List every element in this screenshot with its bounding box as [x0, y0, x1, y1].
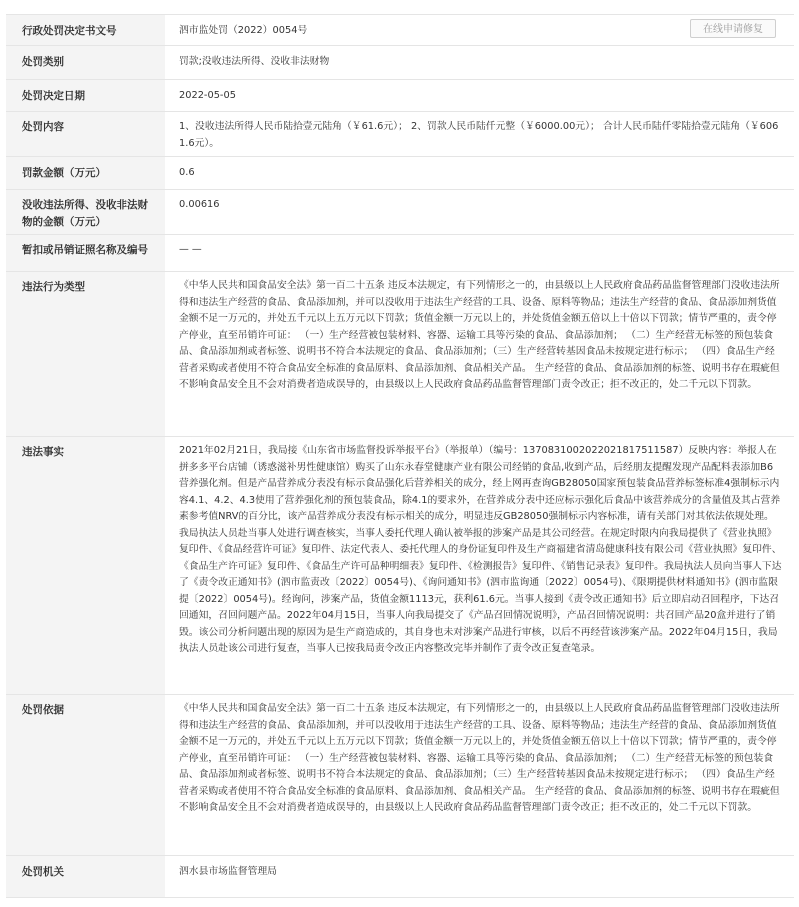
row-value: 2022-05-05 [179, 90, 236, 101]
row-label: 处罚决定日期 [6, 80, 165, 111]
row-violation-facts [6, 437, 794, 695]
row-value: — — [179, 244, 202, 255]
row-value: 罚款;没收违法所得、没收非法财物 [179, 56, 330, 67]
row-value: 《中华人民共和国食品安全法》第一百二十五条 违反本法规定，有下列情形之一的，由县级以上人民政府食品药品监督管理部门没收违法所得和违法生产经营的食品、食品添加剂，并可以没收用于违法生产经营的工具、设备、原料等物品；违法生产经营的食品、食品添加剂货值金额不足一万元的，并处五千元以上五万元以下罚款；货值金额一万元以上的，并处货值金额五倍以上十倍以下罚款；情节严重的，责令停产停业，直至吊销许可证： （一）生产经营被包装材料、容器、运输工具等污染的食品、食品添加剂； （二）生产经营无标签的预包装食品、食品添加剂或者标签、说明书不符合本法规定的食品、食品添加剂；（三）生产经营转基因食品未按规定进行标示； （四）食品生产经营者采购或者使用不符合食品安全标准的食品原料、食品添加剂、食品相关产品。 生产经营的食品、食品添加剂的标签、说明书存在瑕疵但不影响食品安全且不会对消费者造成误导的，由县级以上人民政府食品药品监督管理部门责令改正；拒不改正的，处二千元以下罚款。 [179, 703, 780, 813]
row-penalty-category [6, 46, 794, 80]
row-label: 违法行为类型 [6, 272, 165, 436]
row-label: 处罚内容 [6, 112, 165, 156]
row-penalty-basis [6, 695, 794, 856]
row-label: 暂扣或吊销证照名称及编号 [6, 235, 165, 271]
row-license-revocation [6, 235, 794, 272]
row-penalty-content [6, 112, 794, 157]
row-value: 泗市监处罚（2022）0054号 [179, 25, 308, 36]
row-label: 处罚依据 [6, 695, 165, 855]
row-decision-number [6, 15, 794, 46]
repair-request-button[interactable]: 在线申请修复 [690, 19, 776, 38]
row-value: 泗水县市场监督管理局 [179, 866, 277, 877]
row-violation-type [6, 272, 794, 437]
row-value: 1、没收违法所得人民币陆拾壹元陆角（￥61.6元）； 2、罚款人民币陆仟元整（￥6000.00元）； 合计人民币陆仟零陆拾壹元陆角（￥6061.6元）。 [179, 121, 779, 149]
row-label: 处罚类别 [6, 46, 165, 79]
row-fine-amount [6, 157, 794, 190]
row-value: 2021年02月21日，我局接《山东省市场监督投诉举报平台》（举报单）（编号：1370831002022021817511587）反映内容：举报人在拼多多平台店铺（诱惑滋补男性健康馆）购买了山东永春堂健康产业有限公司经销的食品,收到产品，后经朋友提醒发现产品配料表添加B6营养强化剂。但是产品营养成分表没有标示食品强化后营养相关的成分，经上网再查询GB28050国家预包装食品营养标签标准4强制标示内容4.1、4.2、4.3使用了营养强化剂的预包装食品，除4.1的要求外，在营养成分表中还应标示强化后食品中该营养成分的含量值及其占营养素参考值NRV的百分比，该产品营养成分表没有标示相关的成分，明显违反GB28050强制标示内容标准，请有关部门对其依法依规处理。我局执法人员赴当事人处进行调查核实，当事人委托代理人确认被举报的涉案产品是其公司经营。在规定时限内向我局提供了《营业执照》复印件、《食品经营许可证》复印件、法定代表人、委托代理人的身份证复印件及生产商福建省清岛健康科技有限公司《营业执照》复印件、《食品生产许可证》复印件、《食品生产许可品种明细表》复印件、《检测报告》复印件、《销售记录表》复印件。我局执法人员向当事人下达了《责令改正通知书》(泗市监责改〔2022〕0054号)、《询问通知书》(泗市监询通〔2022〕0054号)、《限期提供材料通知书》(泗市监限提〔2022〕0054号)。经询问，涉案产品，货值金额1113元，获利61.6元。当事人接到《责令改正通知书》后立即启动召回程序，下达召回通知，召回问题产品。2022年04月15日，当事人向我局提交了《产品召回情况说明》，产品召回情况说明：共召回产品20盒并进行了销毁。该公司分析问题出现的原因为是生产商造成的，其自身也未对涉案产品进行审核，以后不再经营该涉案产品。2022年04月15日，我局执法人员赴该公司进行复查，当事人已按我局责令改正内容整改完毕并制作了责令改正复查笔录。 [179, 445, 782, 654]
row-label: 罚款金额（万元） [6, 157, 165, 189]
row-label: 行政处罚决定书文号 [6, 15, 165, 45]
row-value: 0.6 [179, 167, 195, 178]
row-penalty-authority [6, 856, 794, 898]
row-value: 《中华人民共和国食品安全法》第一百二十五条 违反本法规定，有下列情形之一的，由县级以上人民政府食品药品监督管理部门没收违法所得和违法生产经营的食品、食品添加剂，并可以没收用于违法生产经营的工具、设备、原料等物品；违法生产经营的食品、食品添加剂货值金额不足一万元的，并处五千元以上五万元以下罚款；货值金额一万元以上的，并处货值金额五倍以上十倍以下罚款；情节严重的，责令停产停业，直至吊销许可证： （一）生产经营被包装材料、容器、运输工具等污染的食品、食品添加剂； （二）生产经营无标签的预包装食品、食品添加剂或者标签、说明书不符合本法规定的食品、食品添加剂；（三）生产经营转基因食品未按规定进行标示； （四）食品生产经营者采购或者使用不符合食品安全标准的食品原料、食品添加剂、食品相关产品。 生产经营的食品、食品添加剂的标签、说明书存在瑕疵但不影响食品安全且不会对消费者造成误导的，由县级以上人民政府食品药品监督管理部门责令改正；拒不改正的，处二千元以下罚款。 [179, 280, 780, 390]
row-value: 0.00616 [179, 199, 220, 210]
penalty-detail-table [6, 14, 794, 898]
row-label: 处罚机关 [6, 856, 165, 897]
row-label: 违法事实 [6, 437, 165, 694]
row-label: 没收违法所得、没收非法财物的金额（万元） [6, 190, 165, 234]
row-confiscation-amount [6, 190, 794, 235]
row-decision-date [6, 80, 794, 112]
